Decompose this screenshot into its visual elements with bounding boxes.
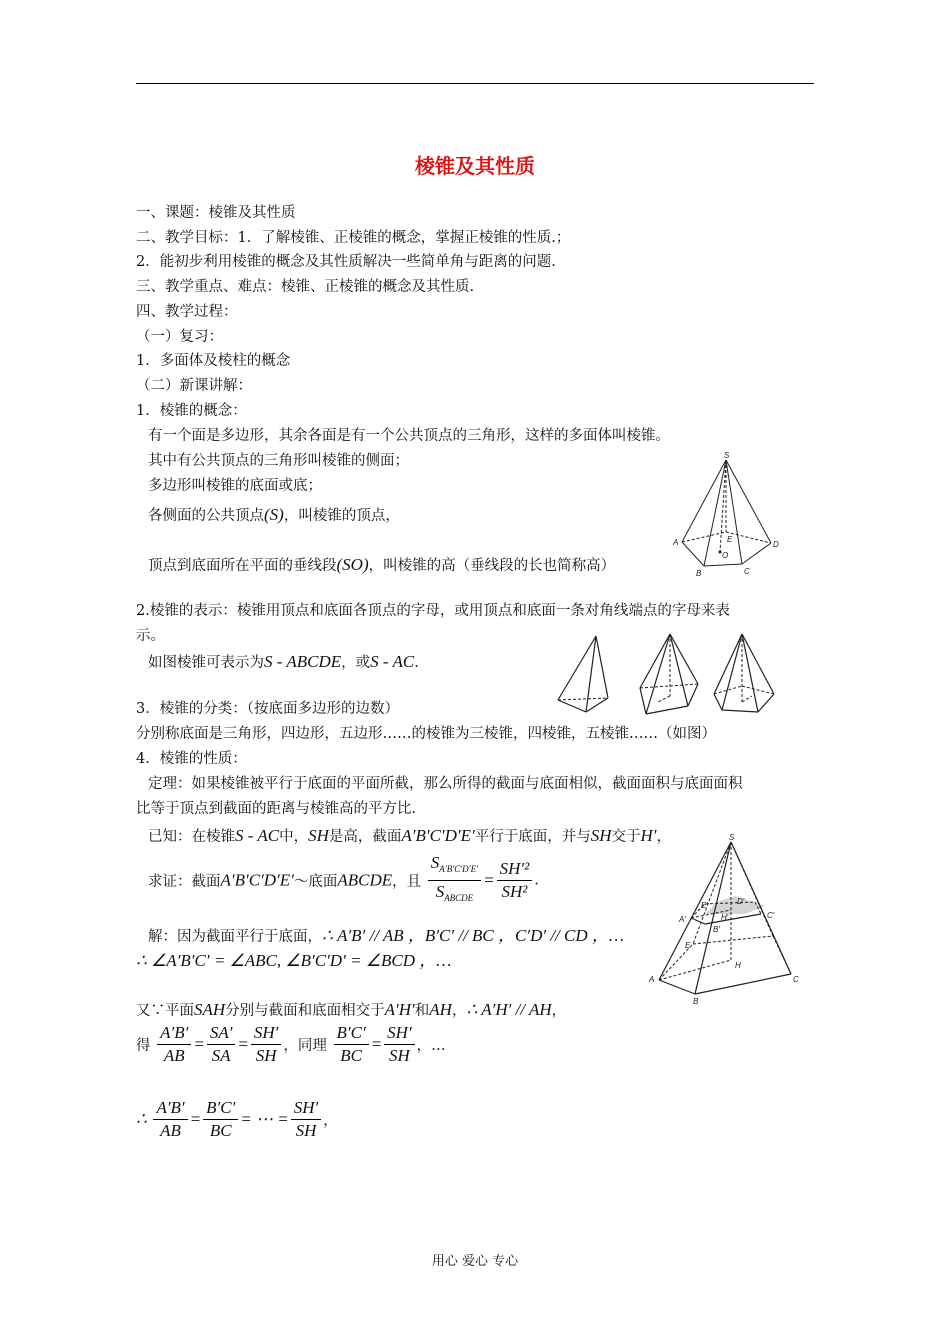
pyramid-section-figure: [645, 832, 805, 1012]
line-solution-angles: ∴ ∠A′B′C′ = ∠ABC, ∠B′C′D′ = ∠BCD ，…: [136, 951, 452, 970]
line-goal-2: 2．能初步利用棱锥的概念及其性质解决一些简单角与距离的问题.: [136, 254, 556, 270]
line-process: 四、教学过程：: [136, 304, 238, 320]
line-conclusion: ∴ $\frac{A'B'}{AB}$ = $\frac{B'C'}{BC}$ = ⋯ = $\frac{SH'}{SH}$ ，: [136, 1098, 338, 1140]
line-vertex: 各侧面的公共顶点(S)，叫棱锥的顶点，: [148, 505, 400, 524]
line-notation-example: 如图棱锥可表示为S - ABCDE，或S - AC.: [148, 652, 419, 671]
line-keypoints: 三、教学重点、难点：棱锥、正棱锥的概念及其性质.: [136, 279, 475, 295]
line-theorem: 定理：如果棱锥被平行于底面的平面所截，那么所得的截面与底面相似，截面面积与底面面积: [148, 776, 743, 792]
fig1-label-d: D: [773, 540, 779, 549]
fig3-label-a: A: [649, 975, 655, 984]
line-solution: 解：因为截面平行于底面，∴ A′B′ // AB ，B′C′ // BC ，C′D′ // CD ，…: [148, 926, 624, 945]
line-notation-2: 示。: [136, 628, 165, 644]
area-ratio-fraction: $\frac{S_{A'B'C'D'E'}}{S_{ABCDE}}$: [428, 852, 481, 909]
pyramid-figure-1: [668, 448, 788, 583]
line-given: 已知：在棱锥S - AC中，SH是高，截面A′B′C′D′E′平行于底面，并与SH交于H′，: [148, 826, 672, 845]
line-concept-heading: 1．棱锥的概念：: [136, 403, 247, 419]
header-rule: [136, 83, 814, 84]
fig1-label-o: O: [722, 551, 729, 560]
line-review: （一）复习：: [136, 329, 223, 345]
line-new-lesson: （二）新课讲解：: [136, 378, 252, 394]
fig3-label-h-prime: H′: [721, 913, 729, 922]
fig3-label-d-prime: D′: [737, 897, 745, 906]
fig3-label-a-prime: A′: [679, 915, 686, 924]
fig3-label-b-prime: B′: [713, 925, 720, 934]
page-title: 棱锥及其性质: [415, 154, 535, 178]
line-topic: 一、课题：棱锥及其性质: [136, 205, 296, 221]
page-footer: 用心 爱心 专心: [431, 1254, 519, 1269]
line-classification-detail: 分别称底面是三角形，四边形，五边形……的棱锥为三棱锥，四棱锥，五棱锥……（如图）: [136, 726, 716, 742]
fig3-label-s: S: [729, 833, 735, 842]
line-properties: 4．棱锥的性质：: [136, 751, 247, 767]
line-prove: 求证：截面A′B′C′D′E′～底面ABCDE，且 $\frac{S_{A'B'C'D'E'}}{S_{ABCDE}}$ = $\frac{\text{SH′²}}{\text{SH²}}$ .: [148, 852, 539, 909]
line-ratios: 得 $\frac{A'B'}{AB}$ = $\frac{SA'}{SA}$ = $\frac{SH'}{SH}$ ，同理 $\frac{B'C'}{BC}$ = $\frac{SH'}{SH}$ ，…: [136, 1023, 446, 1065]
fig3-label-b: B: [693, 997, 699, 1006]
line-height: 顶点到底面所在平面的垂线段(SO)，叫棱锥的高（垂线段的长也简称高）: [148, 555, 616, 574]
fig1-label-e: E: [727, 535, 733, 544]
line-base: 多边形叫棱锥的底面或底；: [148, 478, 322, 494]
fig1-label-s: S: [724, 451, 730, 460]
line-concept-def: 有一个面是多边形，其余各面是有一个公共顶点的三角形，这样的多面体叫棱锥。: [148, 428, 670, 444]
pyramid-types-figure: [552, 630, 802, 720]
line-review-1: 1．多面体及棱柱的概念: [136, 353, 291, 369]
line-classification: 3．棱锥的分类：（按底面多边形的边数）: [136, 701, 399, 717]
height-ratio-fraction: $\frac{\text{SH′²}}{\text{SH²}}$: [497, 858, 533, 903]
fig3-label-e: E: [685, 941, 691, 950]
line-solution-plane: 又∵平面SAH分别与截面和底面相交于A′H′和AH，∴ A′H′ // AH，: [136, 1000, 567, 1019]
fig1-label-c: C: [744, 567, 750, 576]
fig1-label-a: A: [673, 538, 679, 547]
fig3-label-e-prime: E′: [701, 901, 708, 910]
fig3-label-c-prime: C′: [767, 911, 775, 920]
line-goal-1: 二、教学目标：1．了解棱锥、正棱锥的概念，掌握正棱锥的性质.；: [136, 230, 571, 246]
line-lateral-face: 其中有公共顶点的三角形叫棱锥的侧面；: [148, 453, 409, 469]
line-notation: 2.棱锥的表示：棱锥用顶点和底面各顶点的字母，或用顶点和底面一条对角线端点的字母来表: [136, 603, 730, 619]
fig1-label-b: B: [696, 569, 702, 578]
fig3-label-c: C: [793, 975, 799, 984]
fig3-label-h: H: [735, 961, 741, 970]
line-theorem-2: 比等于顶点到截面的距离与棱锥高的平方比.: [136, 801, 417, 817]
